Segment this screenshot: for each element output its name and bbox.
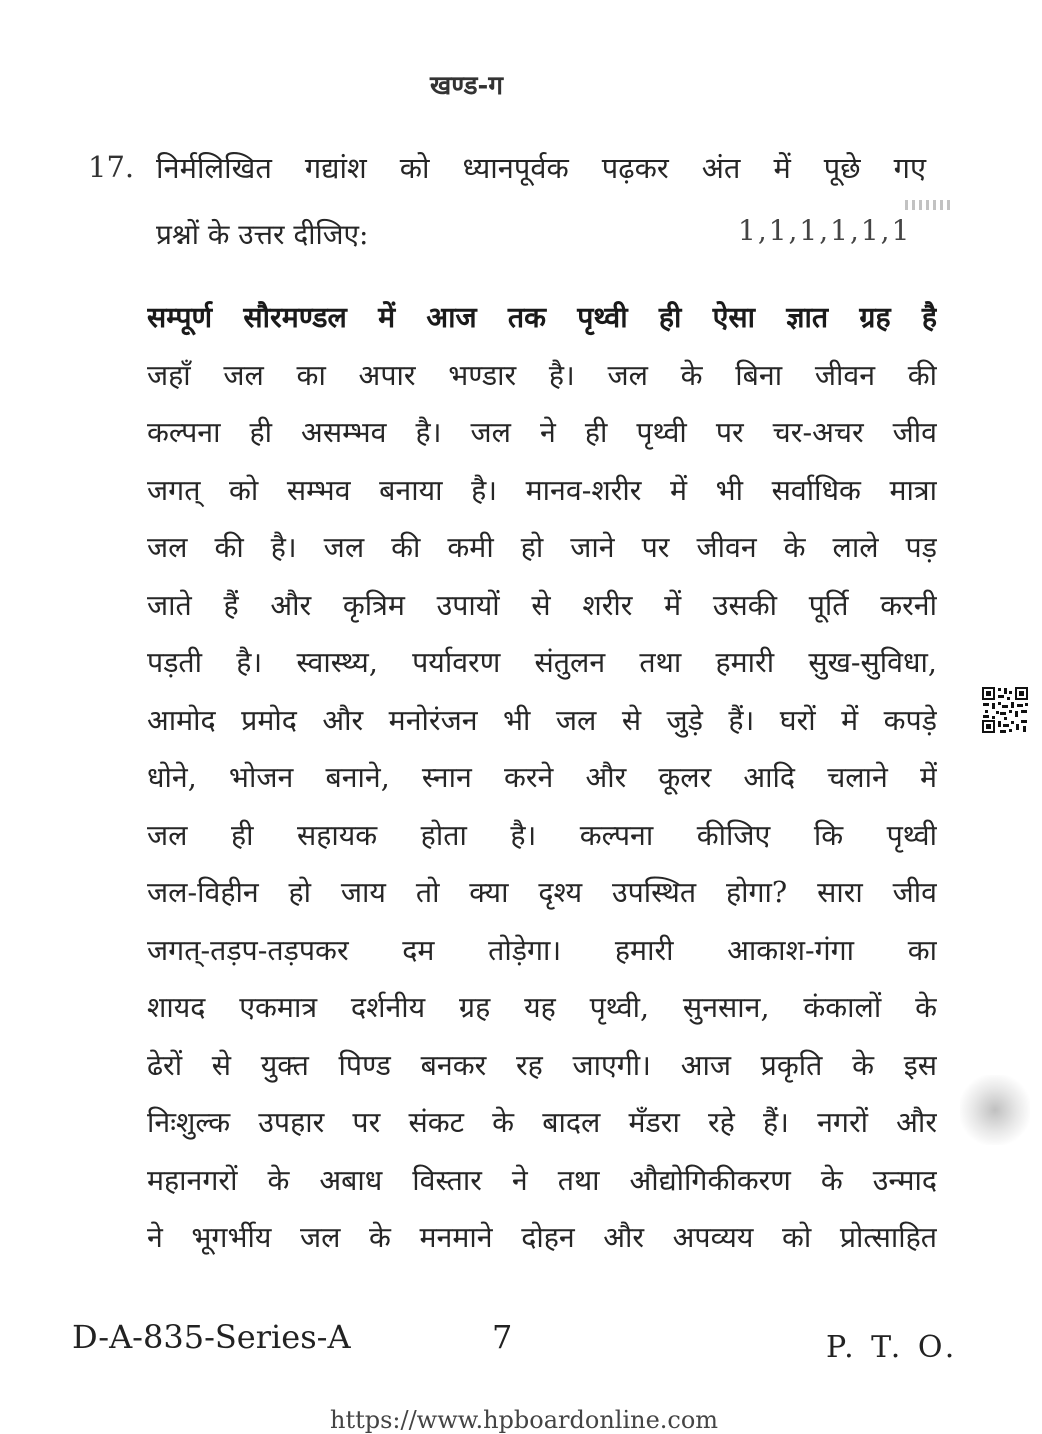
page-number: 7	[492, 1318, 513, 1356]
passage-line: जाते हैं और कृत्रिम उपायों से शरीर में उसकी पूर्ति करनी	[147, 588, 937, 622]
passage-line: जगत्-तड़प-तड़पकर दम तोड़ेगा। हमारी आकाश-गंगा का	[147, 933, 937, 967]
passage	[147, 289, 937, 1267]
scan-smudge-right	[960, 1075, 1030, 1145]
question-instruction-line1: निर्मलिखित गद्यांश को ध्यानपूर्वक पढ़कर अंत में पूछे गए	[156, 151, 926, 185]
passage-line: निःशुल्क उपहार पर संकट के बादल मँडरा रहे हैं। नगरों और	[147, 1106, 937, 1139]
passage-line: धोने, भोजन बनाने, स्नान करने और कूलर आदि चलाने में	[147, 761, 937, 794]
source-url: https://www.hpboardonline.com	[330, 1406, 719, 1434]
question-instruction-line2: प्रश्नों के उत्तर दीजिए:	[156, 218, 369, 251]
passage-line: सम्पूर्ण सौरमण्डल में आज तक पृथ्वी ही ऐसा ज्ञात ग्रह है	[147, 300, 937, 334]
passage-line: महानगरों के अबाध विस्तार ने तथा औद्योगिकीकरण के उन्माद	[147, 1163, 937, 1197]
passage-line: पड़ती है। स्वास्थ्य, पर्यावरण संतुलन तथा हमारी सुख-सुविधा,	[147, 646, 937, 679]
passage-line: जगत् को सम्भव बनाया है। मानव-शरीर में भी सर्वाधिक मात्रा	[147, 473, 937, 507]
qr-code-svg	[981, 686, 1029, 734]
passage-line: ढेरों से युक्त पिण्ड बनकर रह जाएगी। आज प्रकृति के इस	[147, 1048, 937, 1082]
scan-smudge-top	[88, 270, 128, 284]
passage-line: जहाँ जल का अपार भण्डार है। जल के बिना जीवन की	[147, 358, 937, 392]
paper-code: D-A-835-Series-A	[72, 1318, 351, 1356]
section-heading: खण्ड-ग	[430, 71, 503, 101]
pto-label: P. T. O.	[826, 1330, 959, 1365]
scan-noise-dots	[905, 200, 950, 210]
qr-code-icon	[981, 686, 1029, 734]
passage-line: शायद एकमात्र दर्शनीय ग्रह यह पृथ्वी, सुनसान, कंकालों के	[147, 991, 937, 1024]
passage-line: जल की है। जल की कमी हो जाने पर जीवन के लाले पड़	[147, 531, 937, 564]
passage-line: जल ही सहायक होता है। कल्पना कीजिए कि पृथ्वी	[147, 818, 937, 852]
question-number: 17.	[88, 150, 135, 184]
question-marks: 1,1,1,1,1,1	[738, 214, 912, 247]
passage-line: जल-विहीन हो जाय तो क्या दृश्य उपस्थित होगा? सारा जीव	[147, 876, 937, 909]
passage-line: कल्पना ही असम्भव है। जल ने ही पृथ्वी पर चर-अचर जीव	[147, 416, 937, 449]
passage-line: ने भूगर्भीय जल के मनमाने दोहन और अपव्यय को प्रोत्साहित	[147, 1221, 937, 1254]
passage-line: आमोद प्रमोद और मनोरंजन भी जल से जुड़े हैं। घरों में कपड़े	[147, 703, 937, 737]
